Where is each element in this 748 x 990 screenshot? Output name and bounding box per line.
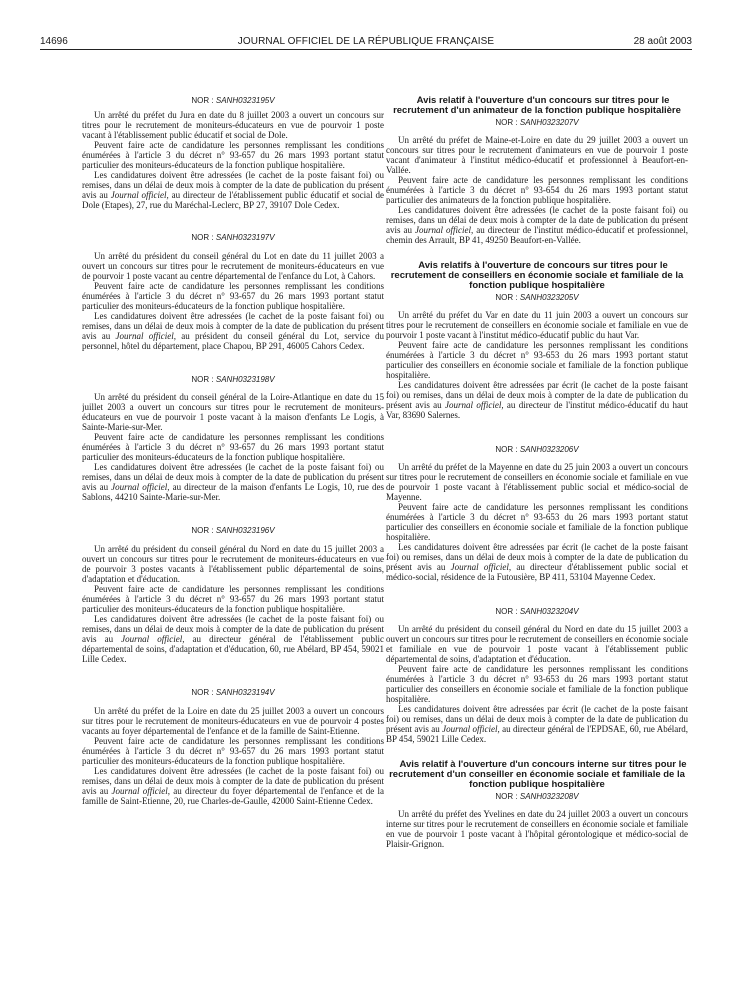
notice-heading: Avis relatifs à l'ouverture de concours sur titres pour le recrutement de conseillers en économie sociale et familiale de la fonction publique hospitalière bbox=[390, 260, 684, 291]
notice-paragraph: Les candidatures doivent être adressées par écrit (le cachet de la poste faisant foi) ou remises, dans un délai de deux mois à compter de la date de publication du présent avis au Journal officiel, au directeur général de l'EPDSAE, 60, rue Abélard, BP 454, 59021 Lille Cedex. bbox=[386, 704, 688, 744]
journal-title: JOURNAL OFFICIEL DE LA RÉPUBLIQUE FRANÇAISE bbox=[237, 36, 495, 47]
notice-item bbox=[386, 445, 688, 582]
notice-paragraph: Un arrêté du président du conseil général de la Loire-Atlantique en date du 15 juillet 2003 a ouvert un concours sur titres pour le recrutement de moniteurs-éducateurs en vue de pourvoir 1 poste vacant à la maison d'enfants Le Logis, à Sainte-Marie-sur-Mer. bbox=[82, 392, 384, 432]
nor-reference: NOR : SANH0323207V bbox=[495, 118, 579, 127]
notice-paragraph: Un arrêté du président du conseil général du Lot en date du 11 juillet 2003 a ouvert un concours sur titres pour le recrutement de moniteurs-éducateurs en vue de pourvoir 1 poste vacant au centre départemental de l'enfance du Lot, à Cahors. bbox=[82, 251, 384, 281]
notice-paragraph: Les candidatures doivent être adressées (le cachet de la poste faisant foi) ou remises, dans un délai de deux mois à compter de la date de publication du présent avis au Journal officiel, au directeur de la maison d'enfants Le Logis, 10, rue des Sablons, 44210 Sainte-Marie-sur-Mer. bbox=[82, 462, 384, 502]
notice-item bbox=[386, 760, 688, 849]
notice-paragraph: Un arrêté du préfet du Var en date du 11 juin 2003 a ouvert un concours sur titres pour le recrutement de conseillers en économie sociale et familiale en vue de pourvoir 1 poste vacant à l'institut médico-éducatif public du haut Var. bbox=[386, 310, 688, 340]
notice-paragraph: Peuvent faire acte de candidature les personnes remplissant les conditions énumérées à l'article 3 du décret n° 93-653 du 26 mars 1993 portant statut particulier des conseillers en économie sociale et familiale de la fonction publique hospitalière. bbox=[386, 340, 688, 380]
notice-paragraph: Les candidatures doivent être adressées (le cachet de la poste faisant foi) ou remises, dans un délai de deux mois à compter de la date de publication du présent avis au Journal officiel, au directeur de l'institut médico-éducatif et professionnel, chemin des Arrault, BP 41, 49250 Beaufort-en-Vallée. bbox=[386, 205, 688, 245]
notice-paragraph: Les candidatures doivent être adressées (le cachet de la poste faisant foi) ou remises, dans un délai de deux mois à compter de la date de publication du présent avis au Journal officiel, au directeur de l'établissement public éducatif et social de Dole (Etapes), 27, rue du Maréchal-Leclerc, BP 27, 39107 Dole Cedex. bbox=[82, 170, 384, 210]
notice-heading: Avis relatif à l'ouverture d'un concours interne sur titres pour le recrutement d'un conseiller en économie sociale et familiale de la fonction publique hospitalière bbox=[389, 759, 687, 790]
notice-paragraph: Un arrêté du président du conseil général du Nord en date du 15 juillet 2003 a ouvert un concours sur titres pour le recrutement de conseillers en économie sociale et familiale en vue de pourvoir 1 poste vacant à l'établissement public départemental de soins, d'adaptation et d'éducation. bbox=[386, 624, 688, 664]
notice-item bbox=[82, 688, 384, 806]
notice-paragraph: Un arrêté du préfet de la Mayenne en date du 25 juin 2003 a ouvert un concours sur titres pour le recrutement de conseillers en économie sociale et familiale en vue de pourvoir 1 poste vacant à l'établissement public social et médico-social de Mayenne. bbox=[386, 462, 688, 502]
page-number: 14696 bbox=[40, 36, 68, 47]
nor-reference: NOR : SANH0323194V bbox=[191, 688, 275, 697]
notice-paragraph: Un arrêté du président du conseil général du Nord en date du 15 juillet 2003 a ouvert un concours sur titres pour le recrutement de moniteurs-éducateurs en vue de pourvoir 3 postes vacants à l'établissement public départemental de soins, d'adaptation et d'éducation. bbox=[82, 544, 384, 584]
notice-paragraph: Peuvent faire acte de candidature les personnes remplissant les conditions énumérées à l'article 3 du décret n° 93-654 du 26 mars 1993 portant statut particulier des animateurs de la fonction publique hospitalière. bbox=[386, 175, 688, 205]
notice-paragraph: Les candidatures doivent être adressées (le cachet de la poste faisant foi) ou remises, dans un délai de deux mois à compter de la date de publication du présent avis au Journal officiel, au directeur général de l'établissement public départemental de soins, d'adaptation et d'éducation, 60, rue Abélard, BP 454, 59021 Lille Cedex. bbox=[82, 614, 384, 664]
notice-item bbox=[82, 233, 384, 351]
left-column bbox=[82, 56, 384, 968]
notice-paragraph: Un arrêté du préfet de la Loire en date du 25 juillet 2003 a ouvert un concours sur titres pour le recrutement de moniteurs-éducateurs en vue de pourvoir 4 postes vacants au foyer départemental de l'enfance et de la famille de Saint-Etienne. bbox=[82, 706, 384, 736]
notice-item bbox=[386, 261, 688, 420]
notice-paragraph: Un arrêté du préfet des Yvelines en date du 24 juillet 2003 a ouvert un concours interne sur titres pour le recrutement de conseillers en économie sociale et familiale en vue de pourvoir 1 poste vacant à l'hôpital gérontologique et médico-social de Plaisir-Grignon. bbox=[386, 809, 688, 849]
notice-heading: Avis relatif à l'ouverture d'un concours sur titres pour le recrutement d'un animateur de la fonction publique hospitalière bbox=[393, 95, 681, 116]
nor-reference: NOR : SANH0323198V bbox=[191, 375, 275, 384]
notice-paragraph: Peuvent faire acte de candidature les personnes remplissant les conditions énumérées à l'article 3 du décret n° 93-657 du 26 mars 1993 portant statut particulier des moniteurs-éducateurs de la fonction publique hospitalière. bbox=[82, 140, 384, 170]
header-rule bbox=[40, 49, 692, 50]
issue-date: 28 août 2003 bbox=[633, 36, 692, 47]
nor-reference: NOR : SANH0323196V bbox=[191, 526, 275, 535]
notice-paragraph: Les candidatures doivent être adressées (le cachet de la poste faisant foi) ou remises, dans un délai de deux mois à compter de la date de publication du présent avis au Journal officiel, au président du conseil général du Lot, service du personnel, hôtel du département, place Chapou, BP 291, 46005 Cahors Cedex. bbox=[82, 311, 384, 351]
notice-item bbox=[386, 607, 688, 744]
notice-paragraph: Les candidatures doivent être adressées (le cachet de la poste faisant foi) ou remises, dans un délai de deux mois à compter de la date de publication du présent avis au Journal officiel, au directeur du foyer départemental de l'enfance et de la famille de Saint-Etienne, 20, rue Charles-de-Gaulle, 42000 Saint-Etienne Cedex. bbox=[82, 766, 384, 806]
notice-paragraph: Peuvent faire acte de candidature les personnes remplissant les conditions énumérées à l'article 3 du décret n° 93-657 du 26 mars 1993 portant statut particulier des moniteurs-éducateurs de la fonction publique hospitalière. bbox=[82, 281, 384, 311]
notice-paragraph: Peuvent faire acte de candidature les personnes remplissant les conditions énumérées à l'article 3 du décret n° 93-653 du 26 mars 1993 portant statut particulier des conseillers en économie sociale et familiale de la fonction publique hospitalière. bbox=[386, 664, 688, 704]
right-column bbox=[386, 56, 688, 968]
notice-item bbox=[82, 96, 384, 210]
nor-reference: NOR : SANH0323205V bbox=[495, 293, 579, 302]
notice-paragraph: Un arrêté du préfet du Jura en date du 8 juillet 2003 a ouvert un concours sur titres pour le recrutement de moniteurs-éducateurs en vue de pourvoir 1 poste vacant à l'établissement public éducatif et social de Dole. bbox=[82, 110, 384, 140]
notice-paragraph: Peuvent faire acte de candidature les personnes remplissant les conditions énumérées à l'article 3 du décret n° 93-653 du 26 mars 1993 portant statut particulier des conseillers en économie sociale et familiale de la fonction publique hospitalière. bbox=[386, 502, 688, 542]
nor-reference: NOR : SANH0323208V bbox=[495, 792, 579, 801]
notice-paragraph: Un arrêté du préfet de Maine-et-Loire en date du 29 juillet 2003 a ouvert un concours sur titres pour le recrutement d'animateurs en vue de pourvoir 1 poste vacant d'animateur à l'institut médico-éducatif et professionnel à Beaufort-en-Vallée. bbox=[386, 135, 688, 175]
notice-paragraph: Peuvent faire acte de candidature les personnes remplissant les conditions énumérées à l'article 3 du décret n° 93-657 du 26 mars 1993 portant statut particulier des moniteurs-éducateurs de la fonction publique hospitalière. bbox=[82, 584, 384, 614]
nor-reference: NOR : SANH0323197V bbox=[191, 233, 275, 242]
notice-item bbox=[386, 96, 688, 245]
notice-paragraph: Peuvent faire acte de candidature les personnes remplissant les conditions énumérées à l'article 3 du décret n° 93-657 du 26 mars 1993 portant statut particulier des moniteurs-éducateurs de la fonction publique hospitalière. bbox=[82, 432, 384, 462]
notice-paragraph: Peuvent faire acte de candidature les personnes remplissant les conditions énumérées à l'article 3 du décret n° 93-657 du 26 mars 1993 portant statut particulier des moniteurs-éducateurs de la fonction publique hospitalière. bbox=[82, 736, 384, 766]
page-header bbox=[40, 32, 692, 50]
notice-paragraph: Les candidatures doivent être adressées par écrit (le cachet de la poste faisant foi) ou remises, dans un délai de deux mois à compter de la date de publication du présent avis au Journal officiel, au directeur d'établissement public social et médico-social, résidence de la Futousière, BP 411, 53104 Mayenne Cedex. bbox=[386, 542, 688, 582]
notice-item bbox=[82, 375, 384, 502]
nor-reference: NOR : SANH0323195V bbox=[191, 96, 275, 105]
notice-item bbox=[82, 526, 384, 664]
nor-reference: NOR : SANH0323206V bbox=[495, 445, 579, 454]
nor-reference: NOR : SANH0323204V bbox=[495, 607, 579, 616]
notice-paragraph: Les candidatures doivent être adressées par écrit (le cachet de la poste faisant foi) ou remises, dans un délai de deux mois à compter de la date de publication du présent avis au Journal officiel, au directeur de l'institut médico-éducatif du haut Var, 83690 Salernes. bbox=[386, 380, 688, 420]
